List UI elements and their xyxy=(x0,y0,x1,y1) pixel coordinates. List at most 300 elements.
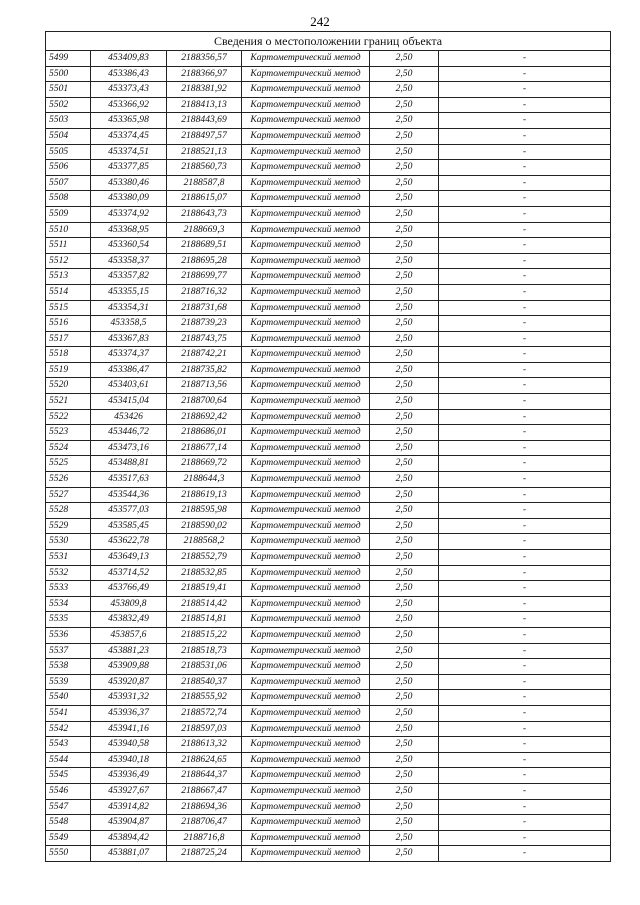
accuracy-cell: 2,50 xyxy=(370,51,439,67)
description-cell: - xyxy=(439,175,611,191)
point-number-cell: 5542 xyxy=(46,721,91,737)
table-row xyxy=(46,596,611,612)
table-row xyxy=(46,846,611,862)
accuracy-cell: 2,50 xyxy=(370,394,439,410)
table-row xyxy=(46,503,611,519)
table-row xyxy=(46,487,611,503)
accuracy-cell: 2,50 xyxy=(370,846,439,862)
table-row xyxy=(46,378,611,394)
accuracy-cell: 2,50 xyxy=(370,284,439,300)
x-coordinate-cell: 453446,72 xyxy=(91,425,167,441)
description-cell: - xyxy=(439,316,611,332)
description-cell: - xyxy=(439,487,611,503)
description-cell: - xyxy=(439,846,611,862)
accuracy-cell: 2,50 xyxy=(370,487,439,503)
x-coordinate-cell: 453386,43 xyxy=(91,66,167,82)
point-number-cell: 5519 xyxy=(46,362,91,378)
accuracy-cell: 2,50 xyxy=(370,269,439,285)
y-coordinate-cell: 2188518,73 xyxy=(167,643,242,659)
table-row xyxy=(46,113,611,129)
y-coordinate-cell: 2188531,06 xyxy=(167,659,242,675)
description-cell: - xyxy=(439,705,611,721)
accuracy-cell: 2,50 xyxy=(370,550,439,566)
method-cell: Картометрический метод xyxy=(242,144,370,160)
point-number-cell: 5502 xyxy=(46,97,91,113)
method-cell: Картометрический метод xyxy=(242,378,370,394)
point-number-cell: 5513 xyxy=(46,269,91,285)
accuracy-cell: 2,50 xyxy=(370,300,439,316)
description-cell: - xyxy=(439,581,611,597)
y-coordinate-cell: 2188731,68 xyxy=(167,300,242,316)
y-coordinate-cell: 2188643,73 xyxy=(167,206,242,222)
y-coordinate-cell: 2188381,92 xyxy=(167,82,242,98)
table-row xyxy=(46,456,611,472)
description-cell: - xyxy=(439,82,611,98)
table-row xyxy=(46,347,611,363)
description-cell: - xyxy=(439,440,611,456)
method-cell: Картометрический метод xyxy=(242,472,370,488)
accuracy-cell: 2,50 xyxy=(370,456,439,472)
table-row xyxy=(46,612,611,628)
accuracy-cell: 2,50 xyxy=(370,362,439,378)
accuracy-cell: 2,50 xyxy=(370,518,439,534)
table-row xyxy=(46,300,611,316)
table-row xyxy=(46,160,611,176)
method-cell: Картометрический метод xyxy=(242,752,370,768)
accuracy-cell: 2,50 xyxy=(370,440,439,456)
y-coordinate-cell: 2188568,2 xyxy=(167,534,242,550)
x-coordinate-cell: 453927,67 xyxy=(91,783,167,799)
x-coordinate-cell: 453426 xyxy=(91,409,167,425)
table-row xyxy=(46,737,611,753)
method-cell: Картометрический метод xyxy=(242,284,370,300)
description-cell: - xyxy=(439,550,611,566)
point-number-cell: 5535 xyxy=(46,612,91,628)
point-number-cell: 5546 xyxy=(46,783,91,799)
y-coordinate-cell: 2188587,8 xyxy=(167,175,242,191)
table-row xyxy=(46,316,611,332)
method-cell: Картометрический метод xyxy=(242,222,370,238)
x-coordinate-cell: 453649,13 xyxy=(91,550,167,566)
y-coordinate-cell: 2188706,47 xyxy=(167,815,242,831)
method-cell: Картометрический метод xyxy=(242,674,370,690)
y-coordinate-cell: 2188497,57 xyxy=(167,128,242,144)
accuracy-cell: 2,50 xyxy=(370,596,439,612)
method-cell: Картометрический метод xyxy=(242,799,370,815)
accuracy-cell: 2,50 xyxy=(370,82,439,98)
y-coordinate-cell: 2188595,98 xyxy=(167,503,242,519)
point-number-cell: 5528 xyxy=(46,503,91,519)
method-cell: Картометрический метод xyxy=(242,97,370,113)
table-row xyxy=(46,565,611,581)
method-cell: Картометрический метод xyxy=(242,612,370,628)
table-row xyxy=(46,721,611,737)
y-coordinate-cell: 2188667,47 xyxy=(167,783,242,799)
accuracy-cell: 2,50 xyxy=(370,331,439,347)
accuracy-cell: 2,50 xyxy=(370,705,439,721)
method-cell: Картометрический метод xyxy=(242,316,370,332)
point-number-cell: 5510 xyxy=(46,222,91,238)
y-coordinate-cell: 2188552,79 xyxy=(167,550,242,566)
method-cell: Картометрический метод xyxy=(242,66,370,82)
accuracy-cell: 2,50 xyxy=(370,565,439,581)
description-cell: - xyxy=(439,284,611,300)
point-number-cell: 5548 xyxy=(46,815,91,831)
x-coordinate-cell: 453914,82 xyxy=(91,799,167,815)
method-cell: Картометрический метод xyxy=(242,690,370,706)
accuracy-cell: 2,50 xyxy=(370,253,439,269)
accuracy-cell: 2,50 xyxy=(370,737,439,753)
x-coordinate-cell: 453832,49 xyxy=(91,612,167,628)
point-number-cell: 5511 xyxy=(46,238,91,254)
accuracy-cell: 2,50 xyxy=(370,534,439,550)
x-coordinate-cell: 453488,81 xyxy=(91,456,167,472)
point-number-cell: 5543 xyxy=(46,737,91,753)
accuracy-cell: 2,50 xyxy=(370,643,439,659)
accuracy-cell: 2,50 xyxy=(370,128,439,144)
table-row xyxy=(46,222,611,238)
method-cell: Картометрический метод xyxy=(242,253,370,269)
method-cell: Картометрический метод xyxy=(242,238,370,254)
point-number-cell: 5526 xyxy=(46,472,91,488)
method-cell: Картометрический метод xyxy=(242,487,370,503)
x-coordinate-cell: 453354,31 xyxy=(91,300,167,316)
table-row xyxy=(46,82,611,98)
accuracy-cell: 2,50 xyxy=(370,768,439,784)
table-row xyxy=(46,518,611,534)
y-coordinate-cell: 2188677,14 xyxy=(167,440,242,456)
table-row xyxy=(46,550,611,566)
description-cell: - xyxy=(439,737,611,753)
x-coordinate-cell: 453366,92 xyxy=(91,97,167,113)
accuracy-cell: 2,50 xyxy=(370,66,439,82)
point-number-cell: 5525 xyxy=(46,456,91,472)
method-cell: Картометрический метод xyxy=(242,830,370,846)
method-cell: Картометрический метод xyxy=(242,51,370,67)
y-coordinate-cell: 2188692,42 xyxy=(167,409,242,425)
x-coordinate-cell: 453374,51 xyxy=(91,144,167,160)
table-row xyxy=(46,66,611,82)
table-row xyxy=(46,627,611,643)
accuracy-cell: 2,50 xyxy=(370,97,439,113)
point-number-cell: 5504 xyxy=(46,128,91,144)
point-number-cell: 5540 xyxy=(46,690,91,706)
description-cell: - xyxy=(439,472,611,488)
y-coordinate-cell: 2188597,03 xyxy=(167,721,242,737)
accuracy-cell: 2,50 xyxy=(370,721,439,737)
table-row xyxy=(46,206,611,222)
method-cell: Картометрический метод xyxy=(242,160,370,176)
x-coordinate-cell: 453931,32 xyxy=(91,690,167,706)
description-cell: - xyxy=(439,160,611,176)
description-cell: - xyxy=(439,503,611,519)
y-coordinate-cell: 2188716,32 xyxy=(167,284,242,300)
accuracy-cell: 2,50 xyxy=(370,612,439,628)
table-row xyxy=(46,175,611,191)
y-coordinate-cell: 2188743,75 xyxy=(167,331,242,347)
description-cell: - xyxy=(439,674,611,690)
x-coordinate-cell: 453941,16 xyxy=(91,721,167,737)
y-coordinate-cell: 2188669,3 xyxy=(167,222,242,238)
method-cell: Картометрический метод xyxy=(242,269,370,285)
table-row xyxy=(46,409,611,425)
x-coordinate-cell: 453881,23 xyxy=(91,643,167,659)
point-number-cell: 5507 xyxy=(46,175,91,191)
point-number-cell: 5521 xyxy=(46,394,91,410)
method-cell: Картометрический метод xyxy=(242,82,370,98)
x-coordinate-cell: 453909,88 xyxy=(91,659,167,675)
table-row xyxy=(46,581,611,597)
x-coordinate-cell: 453367,83 xyxy=(91,331,167,347)
x-coordinate-cell: 453904,87 xyxy=(91,815,167,831)
description-cell: - xyxy=(439,331,611,347)
method-cell: Картометрический метод xyxy=(242,394,370,410)
method-cell: Картометрический метод xyxy=(242,128,370,144)
point-number-cell: 5518 xyxy=(46,347,91,363)
y-coordinate-cell: 2188413,13 xyxy=(167,97,242,113)
description-cell: - xyxy=(439,206,611,222)
table-row xyxy=(46,783,611,799)
point-number-cell: 5529 xyxy=(46,518,91,534)
description-cell: - xyxy=(439,627,611,643)
method-cell: Картометрический метод xyxy=(242,534,370,550)
description-cell: - xyxy=(439,51,611,67)
x-coordinate-cell: 453577,03 xyxy=(91,503,167,519)
y-coordinate-cell: 2188532,85 xyxy=(167,565,242,581)
point-number-cell: 5534 xyxy=(46,596,91,612)
point-number-cell: 5516 xyxy=(46,316,91,332)
x-coordinate-cell: 453377,85 xyxy=(91,160,167,176)
description-cell: - xyxy=(439,191,611,207)
description-cell: - xyxy=(439,815,611,831)
x-coordinate-cell: 453403,61 xyxy=(91,378,167,394)
accuracy-cell: 2,50 xyxy=(370,316,439,332)
point-number-cell: 5503 xyxy=(46,113,91,129)
description-cell: - xyxy=(439,721,611,737)
table-row xyxy=(46,830,611,846)
table-row xyxy=(46,815,611,831)
method-cell: Картометрический метод xyxy=(242,737,370,753)
page-number: 242 xyxy=(310,14,330,29)
table-row xyxy=(46,362,611,378)
point-number-cell: 5506 xyxy=(46,160,91,176)
y-coordinate-cell: 2188686,01 xyxy=(167,425,242,441)
point-number-cell: 5500 xyxy=(46,66,91,82)
x-coordinate-cell: 453415,04 xyxy=(91,394,167,410)
description-cell: - xyxy=(439,830,611,846)
x-coordinate-cell: 453857,6 xyxy=(91,627,167,643)
x-coordinate-cell: 453940,58 xyxy=(91,737,167,753)
point-number-cell: 5515 xyxy=(46,300,91,316)
y-coordinate-cell: 2188515,22 xyxy=(167,627,242,643)
y-coordinate-cell: 2188521,13 xyxy=(167,144,242,160)
description-cell: - xyxy=(439,768,611,784)
x-coordinate-cell: 453940,18 xyxy=(91,752,167,768)
accuracy-cell: 2,50 xyxy=(370,175,439,191)
description-cell: - xyxy=(439,518,611,534)
y-coordinate-cell: 2188572,74 xyxy=(167,705,242,721)
y-coordinate-cell: 2188519,41 xyxy=(167,581,242,597)
description-cell: - xyxy=(439,565,611,581)
table-row xyxy=(46,284,611,300)
y-coordinate-cell: 2188644,37 xyxy=(167,768,242,784)
y-coordinate-cell: 2188644,3 xyxy=(167,472,242,488)
point-number-cell: 5505 xyxy=(46,144,91,160)
description-cell: - xyxy=(439,456,611,472)
description-cell: - xyxy=(439,409,611,425)
y-coordinate-cell: 2188669,72 xyxy=(167,456,242,472)
method-cell: Картометрический метод xyxy=(242,300,370,316)
accuracy-cell: 2,50 xyxy=(370,378,439,394)
description-cell: - xyxy=(439,783,611,799)
y-coordinate-cell: 2188619,13 xyxy=(167,487,242,503)
accuracy-cell: 2,50 xyxy=(370,503,439,519)
table-row xyxy=(46,768,611,784)
table-row xyxy=(46,51,611,67)
table-title: Сведения о местоположении границ объекта xyxy=(46,32,611,51)
y-coordinate-cell: 2188739,23 xyxy=(167,316,242,332)
table-row xyxy=(46,97,611,113)
table-row xyxy=(46,191,611,207)
point-number-cell: 5532 xyxy=(46,565,91,581)
y-coordinate-cell: 2188560,73 xyxy=(167,160,242,176)
y-coordinate-cell: 2188700,64 xyxy=(167,394,242,410)
x-coordinate-cell: 453894,42 xyxy=(91,830,167,846)
x-coordinate-cell: 453766,49 xyxy=(91,581,167,597)
point-number-cell: 5524 xyxy=(46,440,91,456)
accuracy-cell: 2,50 xyxy=(370,627,439,643)
y-coordinate-cell: 2188689,51 xyxy=(167,238,242,254)
point-number-cell: 5536 xyxy=(46,627,91,643)
table-row xyxy=(46,705,611,721)
accuracy-cell: 2,50 xyxy=(370,206,439,222)
point-number-cell: 5512 xyxy=(46,253,91,269)
x-coordinate-cell: 453360,54 xyxy=(91,238,167,254)
accuracy-cell: 2,50 xyxy=(370,783,439,799)
description-cell: - xyxy=(439,222,611,238)
method-cell: Картометрический метод xyxy=(242,113,370,129)
description-cell: - xyxy=(439,643,611,659)
table-row xyxy=(46,752,611,768)
y-coordinate-cell: 2188695,28 xyxy=(167,253,242,269)
method-cell: Картометрический метод xyxy=(242,518,370,534)
table-row xyxy=(46,269,611,285)
method-cell: Картометрический метод xyxy=(242,846,370,862)
x-coordinate-cell: 453473,16 xyxy=(91,440,167,456)
x-coordinate-cell: 453585,45 xyxy=(91,518,167,534)
boundary-coordinates-table xyxy=(45,31,611,862)
accuracy-cell: 2,50 xyxy=(370,659,439,675)
point-number-cell: 5522 xyxy=(46,409,91,425)
y-coordinate-cell: 2188590,02 xyxy=(167,518,242,534)
x-coordinate-cell: 453380,46 xyxy=(91,175,167,191)
accuracy-cell: 2,50 xyxy=(370,347,439,363)
table-row xyxy=(46,674,611,690)
method-cell: Картометрический метод xyxy=(242,362,370,378)
accuracy-cell: 2,50 xyxy=(370,799,439,815)
y-coordinate-cell: 2188356,57 xyxy=(167,51,242,67)
point-number-cell: 5499 xyxy=(46,51,91,67)
table-row xyxy=(46,253,611,269)
accuracy-cell: 2,50 xyxy=(370,113,439,129)
table-row xyxy=(46,799,611,815)
method-cell: Картометрический метод xyxy=(242,550,370,566)
point-number-cell: 5538 xyxy=(46,659,91,675)
accuracy-cell: 2,50 xyxy=(370,238,439,254)
table-title-row xyxy=(46,32,611,51)
method-cell: Картометрический метод xyxy=(242,581,370,597)
point-number-cell: 5541 xyxy=(46,705,91,721)
method-cell: Картометрический метод xyxy=(242,409,370,425)
accuracy-cell: 2,50 xyxy=(370,144,439,160)
description-cell: - xyxy=(439,362,611,378)
point-number-cell: 5547 xyxy=(46,799,91,815)
table-row xyxy=(46,643,611,659)
method-cell: Картометрический метод xyxy=(242,565,370,581)
point-number-cell: 5517 xyxy=(46,331,91,347)
x-coordinate-cell: 453714,52 xyxy=(91,565,167,581)
description-cell: - xyxy=(439,378,611,394)
method-cell: Картометрический метод xyxy=(242,175,370,191)
y-coordinate-cell: 2188366,97 xyxy=(167,66,242,82)
description-cell: - xyxy=(439,752,611,768)
table-row xyxy=(46,238,611,254)
accuracy-cell: 2,50 xyxy=(370,472,439,488)
method-cell: Картометрический метод xyxy=(242,659,370,675)
y-coordinate-cell: 2188615,07 xyxy=(167,191,242,207)
point-number-cell: 5549 xyxy=(46,830,91,846)
y-coordinate-cell: 2188694,36 xyxy=(167,799,242,815)
method-cell: Картометрический метод xyxy=(242,425,370,441)
x-coordinate-cell: 453365,98 xyxy=(91,113,167,129)
point-number-cell: 5527 xyxy=(46,487,91,503)
method-cell: Картометрический метод xyxy=(242,456,370,472)
point-number-cell: 5520 xyxy=(46,378,91,394)
x-coordinate-cell: 453809,8 xyxy=(91,596,167,612)
x-coordinate-cell: 453622,78 xyxy=(91,534,167,550)
point-number-cell: 5539 xyxy=(46,674,91,690)
description-cell: - xyxy=(439,269,611,285)
accuracy-cell: 2,50 xyxy=(370,752,439,768)
method-cell: Картометрический метод xyxy=(242,331,370,347)
table-row xyxy=(46,440,611,456)
accuracy-cell: 2,50 xyxy=(370,409,439,425)
y-coordinate-cell: 2188443,69 xyxy=(167,113,242,129)
accuracy-cell: 2,50 xyxy=(370,830,439,846)
x-coordinate-cell: 453373,43 xyxy=(91,82,167,98)
x-coordinate-cell: 453936,37 xyxy=(91,705,167,721)
x-coordinate-cell: 453374,92 xyxy=(91,206,167,222)
x-coordinate-cell: 453409,83 xyxy=(91,51,167,67)
point-number-cell: 5537 xyxy=(46,643,91,659)
point-number-cell: 5530 xyxy=(46,534,91,550)
table-row xyxy=(46,690,611,706)
x-coordinate-cell: 453368,95 xyxy=(91,222,167,238)
method-cell: Картометрический метод xyxy=(242,721,370,737)
table-row xyxy=(46,128,611,144)
point-number-cell: 5533 xyxy=(46,581,91,597)
point-number-cell: 5550 xyxy=(46,846,91,862)
y-coordinate-cell: 2188540,37 xyxy=(167,674,242,690)
y-coordinate-cell: 2188514,42 xyxy=(167,596,242,612)
method-cell: Картометрический метод xyxy=(242,347,370,363)
method-cell: Картометрический метод xyxy=(242,440,370,456)
accuracy-cell: 2,50 xyxy=(370,674,439,690)
x-coordinate-cell: 453357,82 xyxy=(91,269,167,285)
table-row xyxy=(46,144,611,160)
x-coordinate-cell: 453881,07 xyxy=(91,846,167,862)
method-cell: Картометрический метод xyxy=(242,768,370,784)
